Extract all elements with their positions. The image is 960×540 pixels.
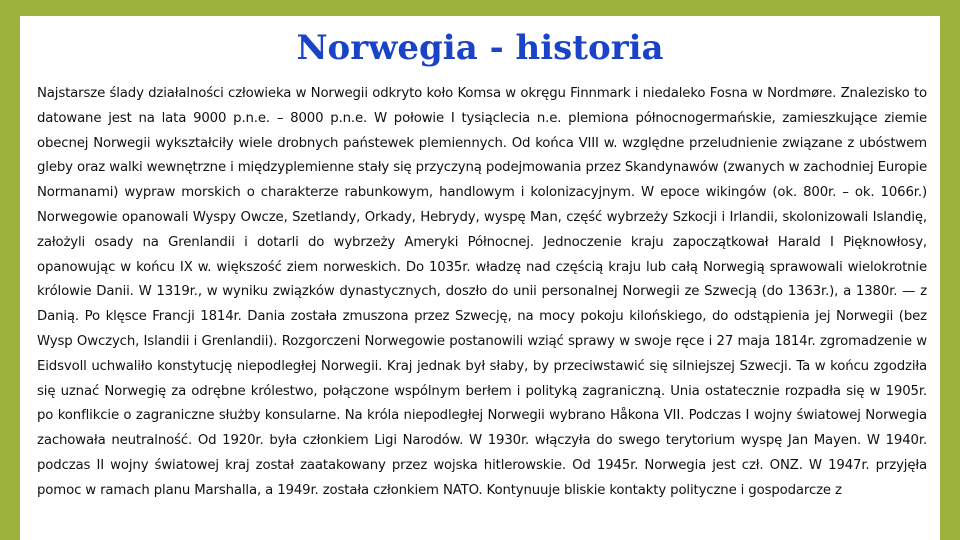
slide-title: Norwegia - historia xyxy=(296,28,664,68)
slide-panel xyxy=(20,16,940,540)
slide-body-text: Najstarsze ślady działalności człowieka w Norwegii odkryto koło Komsa w okręgu Finnmark i niedaleko Fosna w Nordmøre. Znalezisko to datowane jest na lata 9000 p.n.e. – 8000 p.n.e. W połowie I tysiąclecia n.e. plemiona północnogermańskie, zamieszkujące ziemie obecnej Norwegii wykształciły wiele drobnych państewek plemiennych. Od końca VIII w. względne przeludnienie związane z ubóstwem gleby oraz walki wewnętrzne i międzyplemienne stały się przyczyną podejmowania przez Skandynawów (zwanych w zachodniej Europie Normanami) wypraw morskich o charakterze rabunkowym, handlowym i kolonizacyjnym. W epoce wikingów (ok. 800r. – ok. 1066r.) Norwegowie opanowali Wyspy Owcze, Szetlandy, Orkady, Hebrydy, wyspę Man, część wybrzeży Szkocji i Irlandii, skolonizowali Islandię, założyli osady na Grenlandii i dotarli do wybrzeży Ameryki Północnej. Jednoczenie kraju zapoczątkował Harald I Pięknowłosy, opanowując w końcu IX w. większość ziem norweskich. Do 1035r. władzę nad częścią kraju lub całą Norwegią sprawowali wielokrotnie królowie Danii. W 1319r., w wyniku związków dynastycznych, doszło do unii personalnej Norwegii ze Szwecją (do 1363r.), a 1380r. — z Danią. Po klęsce Francji 1814r. Dania została zmuszona przez Szwecję, na mocy pokoju kilońskiego, do odstąpienia jej Norwegii (bez Wysp Owczych, Islandii i Grenlandii). Rozgorczeni Norwegowie postanowili wziąć sprawy w swoje ręce i 27 maja 1814r. zgromadzenie w Eidsvoll uchwaliło konstytucję niepodległej Norwegii. Kraj jednak był słaby, by przeciwstawić się silniejszej Szwecji. Ta w końcu zgodziła się uznać Norwegię za odrębne królestwo, połączone wspólnym berłem i polityką zagraniczną. Unia ostatecznie rozpadła się w 1905r. po konflikcie o zagraniczne służby konsularne. Na króla niepodległej Norwegii wybrano Håkona VII. Podczas I wojny światowej Norwegia zachowała neutralność. Od 1920r. była członkiem Ligi Narodów. W 1930r. włączyła do swego terytorium wyspę Jan Mayen. W 1940r. podczas II wojny światowej kraj został zaatakowany przez wojska hitlerowskie. Od 1945r. Norwegia jest czł. ONZ. W 1947r. przyjęła pomoc w ramach planu Marshalla, a 1949r. została członkiem NATO. Kontynuuje bliskie kontakty polityczne i gospodarcze z xyxy=(37,86,927,498)
